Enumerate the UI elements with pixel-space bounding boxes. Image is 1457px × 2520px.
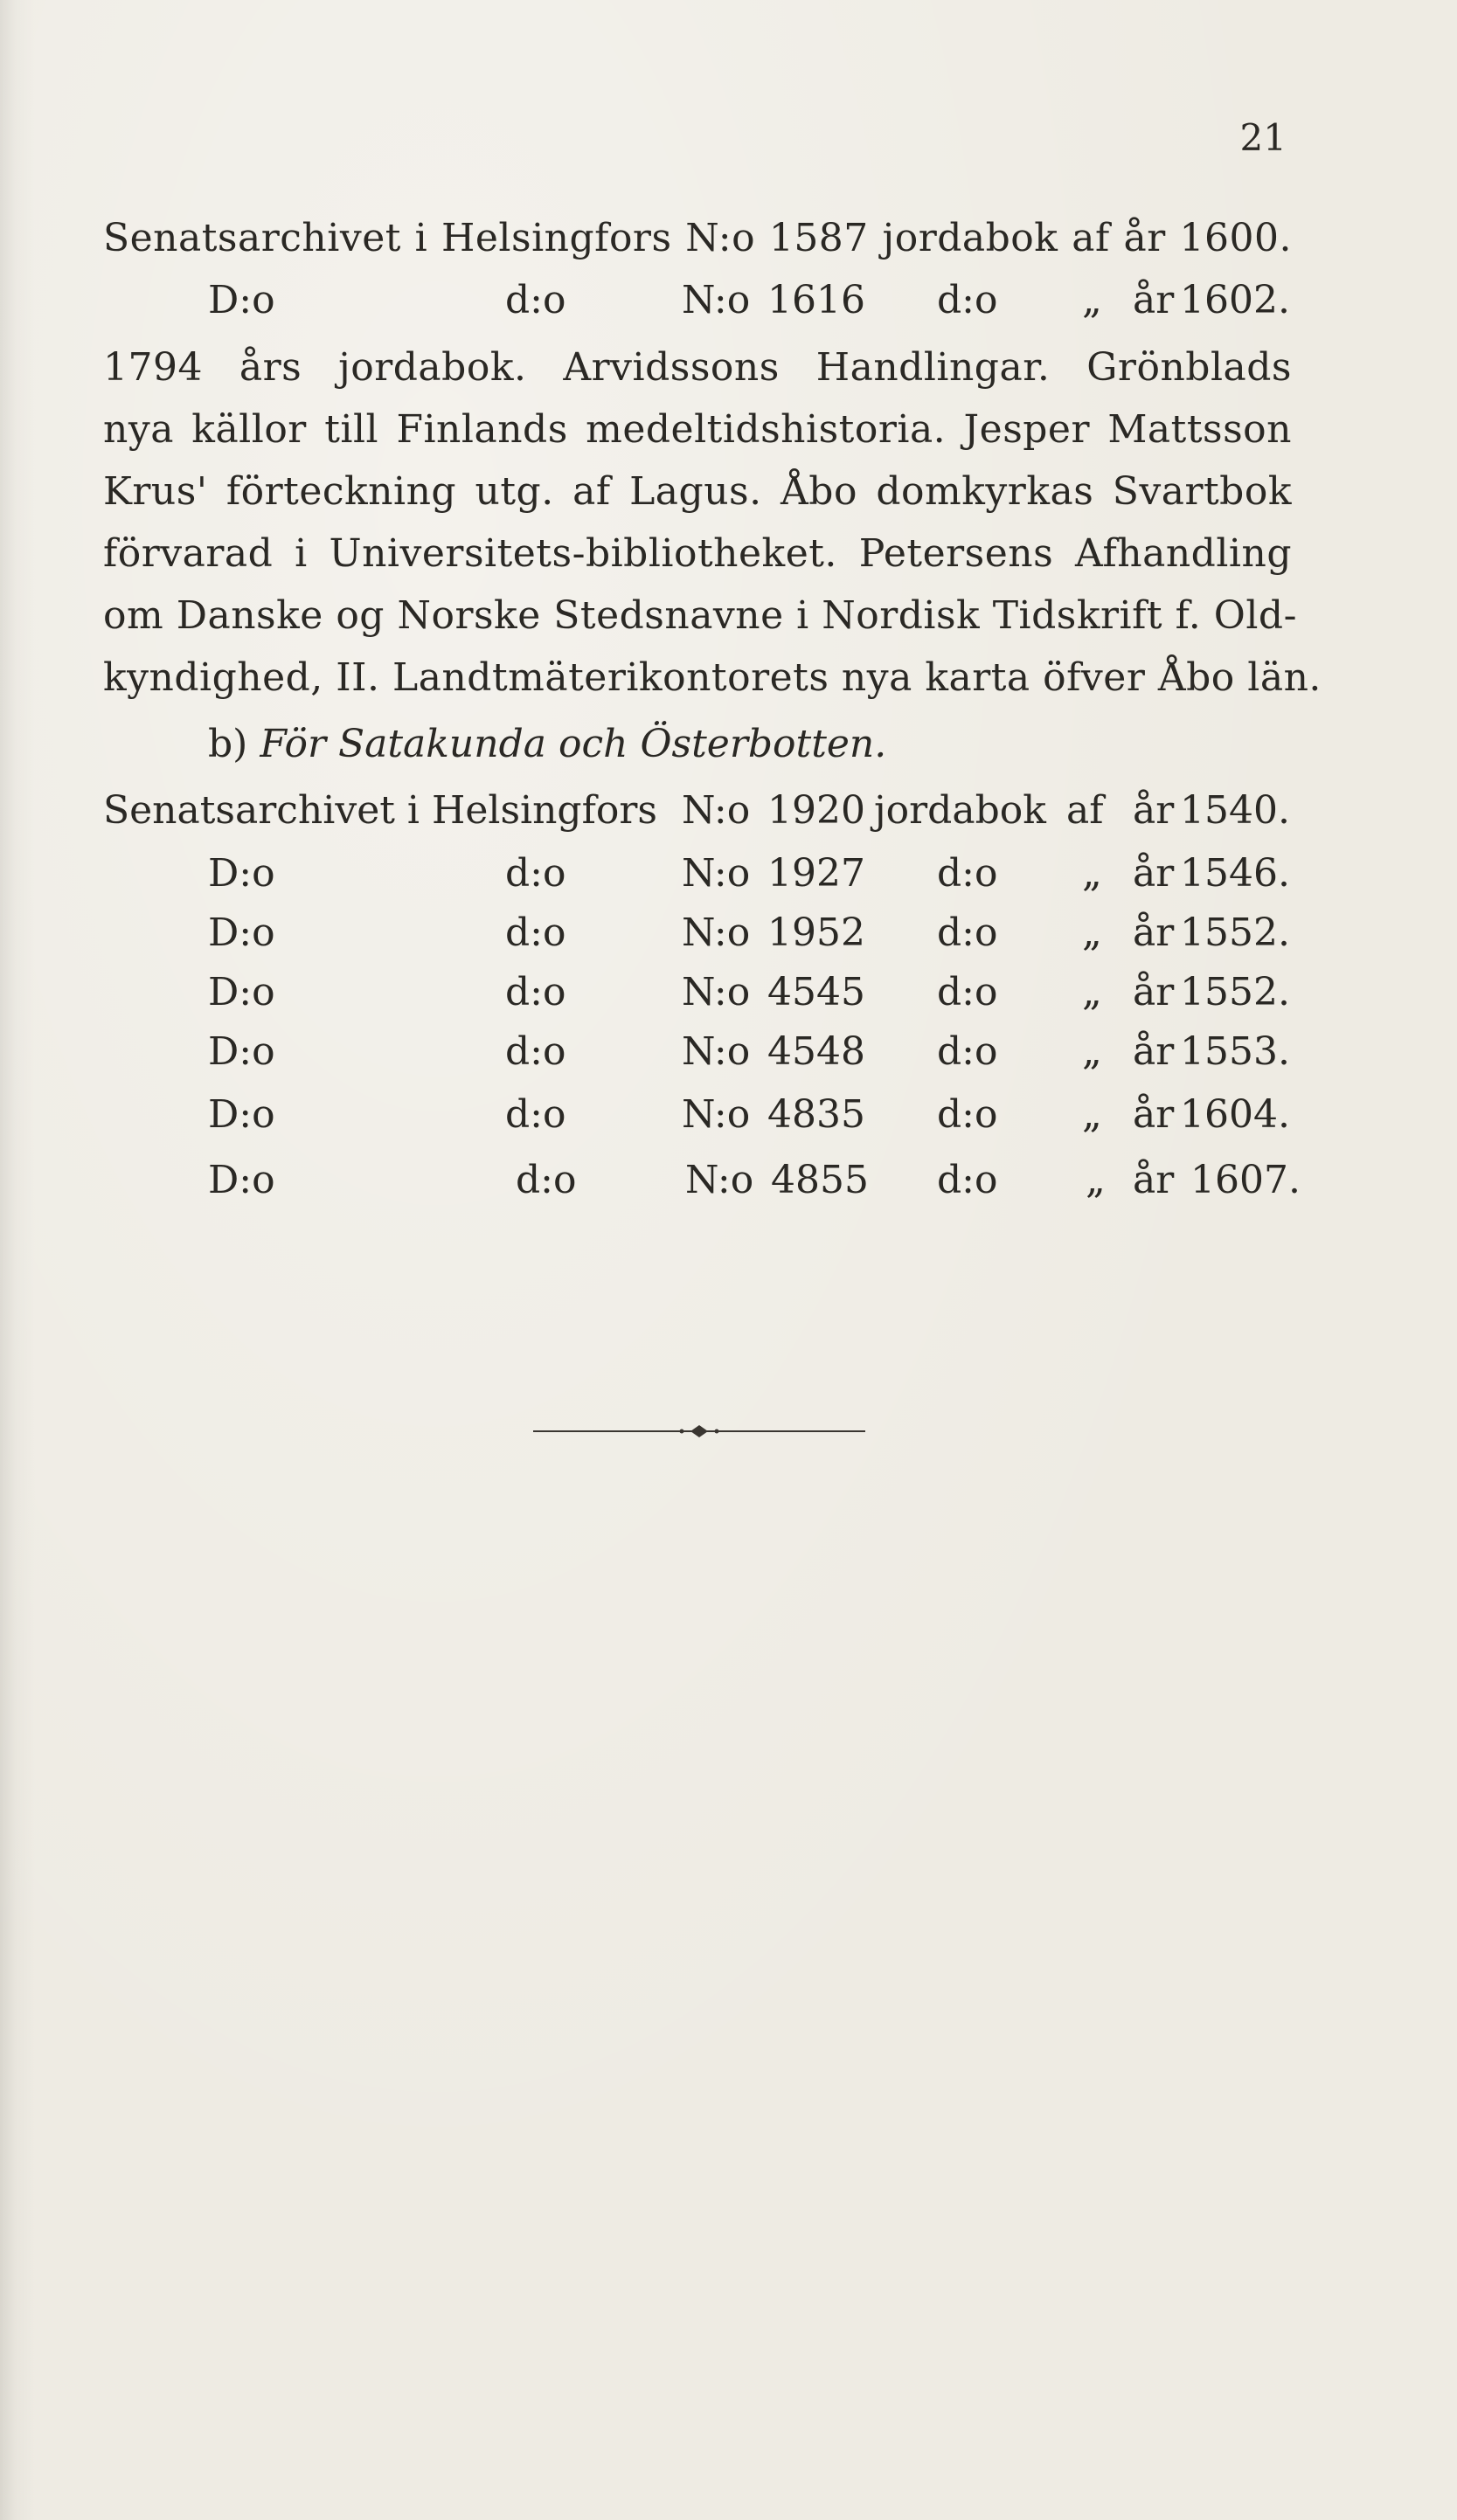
year-value: 1552. — [1180, 970, 1290, 1014]
year-value: 1553. — [1180, 1029, 1290, 1074]
ditto-cell: d:o — [937, 851, 998, 896]
page-number: 21 — [1239, 116, 1287, 159]
label-no: N:o — [682, 910, 751, 955]
ditto-cell: d:o — [937, 1092, 998, 1137]
year-label: år — [1133, 1158, 1175, 1202]
ditto-cell: d:o — [937, 1029, 998, 1074]
section-label: b) — [208, 722, 248, 766]
ditto-cell: D:o — [208, 1158, 275, 1202]
ornament-rule — [533, 1423, 865, 1440]
document-type: jordabok — [874, 788, 1046, 833]
ditto-mark: „ — [1086, 1158, 1106, 1202]
label-no: N:o — [682, 1092, 751, 1137]
year-value: 1540. — [1180, 788, 1290, 833]
ditto-cell: d:o — [505, 970, 566, 1014]
record-number: 1920 — [767, 788, 865, 833]
ditto-cell: d:o — [505, 851, 566, 896]
ditto-cell: D:o — [208, 910, 275, 955]
text-line: 1794 års jordabok. Arvidssons Handlingar. Grönblads — [103, 345, 1292, 390]
year-value: 1607. — [1190, 1158, 1301, 1202]
ditto-cell: d:o — [505, 278, 566, 322]
section-heading — [208, 722, 886, 766]
text-line: Krus' förteckning utg. af Lagus. Åbo domkyrkas Svartbok — [103, 469, 1292, 514]
text-line: förvarad i Universitets-bibliotheket. Petersens Afhandling — [103, 531, 1292, 576]
label-no: N:o — [682, 788, 751, 833]
table-row — [0, 1158, 1457, 1210]
label-no: N:o — [682, 851, 751, 896]
ditto-cell: D:o — [208, 970, 275, 1014]
ditto-cell: d:o — [937, 1158, 998, 1202]
ditto-cell: d:o — [505, 910, 566, 955]
ditto-cell: d:o — [937, 910, 998, 955]
table-row — [0, 910, 1457, 963]
year-value: 1552. — [1180, 910, 1290, 955]
archive-name: Senatsarchivet i Helsingfors — [103, 788, 657, 833]
record-number: 1927 — [767, 851, 865, 896]
ditto-mark: „ — [1082, 278, 1102, 322]
text-line: Senatsarchivet i Helsingfors N:o 1587 jordabok af år 1600. — [103, 216, 1292, 260]
ditto-cell: d:o — [937, 970, 998, 1014]
record-number: 4855 — [771, 1158, 869, 1202]
ditto-cell: d:o — [505, 1092, 566, 1137]
year-label: år — [1133, 1029, 1175, 1074]
year-label: år — [1133, 788, 1175, 833]
ditto-mark: „ — [1082, 1029, 1102, 1074]
ditto-cell: d:o — [516, 1158, 577, 1202]
record-number: 1616 — [767, 278, 865, 322]
year-label: år — [1133, 851, 1175, 896]
year-label: år — [1133, 910, 1175, 955]
text-line: kyndighed, II. Landtmäterikontorets nya karta öfver Åbo län. — [103, 655, 1322, 700]
label-no: N:o — [682, 1029, 751, 1074]
record-number: 4545 — [767, 970, 865, 1014]
year-value: 1604. — [1180, 1092, 1290, 1137]
af-label: af — [1066, 788, 1104, 833]
year-label: år — [1133, 1092, 1175, 1137]
ditto-mark: „ — [1082, 910, 1102, 955]
year-value: 1546. — [1180, 851, 1290, 896]
ditto-cell: D:o — [208, 1029, 275, 1074]
record-number: 4835 — [767, 1092, 865, 1137]
text-line: nya källor till Finlands medeltidshistoria. Jesper Mattsson — [103, 407, 1292, 452]
year-value: 1602. — [1180, 278, 1290, 322]
year-label: år — [1133, 970, 1175, 1014]
label-no: N:o — [682, 970, 751, 1014]
text-line: om Danske og Norske Stedsnavne i Nordisk Tidskrift f. Old- — [103, 593, 1297, 638]
year-label: år — [1133, 278, 1175, 322]
ditto-cell: D:o — [208, 1092, 275, 1137]
ditto-cell: d:o — [937, 278, 998, 322]
table-row — [0, 851, 1457, 903]
ditto-row — [0, 278, 1457, 330]
table-row — [0, 1029, 1457, 1082]
ditto-cell: D:o — [208, 851, 275, 896]
label-no: N:o — [682, 278, 751, 322]
ditto-mark: „ — [1082, 1092, 1102, 1137]
ditto-mark: „ — [1082, 970, 1102, 1014]
record-number: 4548 — [767, 1029, 865, 1074]
label-no: N:o — [685, 1158, 754, 1202]
table-row — [0, 788, 1457, 841]
record-number: 1952 — [767, 910, 865, 955]
ditto-mark: „ — [1082, 851, 1102, 896]
table-row — [0, 1092, 1457, 1145]
ditto-cell: D:o — [208, 278, 275, 322]
table-row — [0, 970, 1457, 1022]
section-title: För Satakunda och Österbotten. — [260, 722, 887, 766]
ditto-cell: d:o — [505, 1029, 566, 1074]
